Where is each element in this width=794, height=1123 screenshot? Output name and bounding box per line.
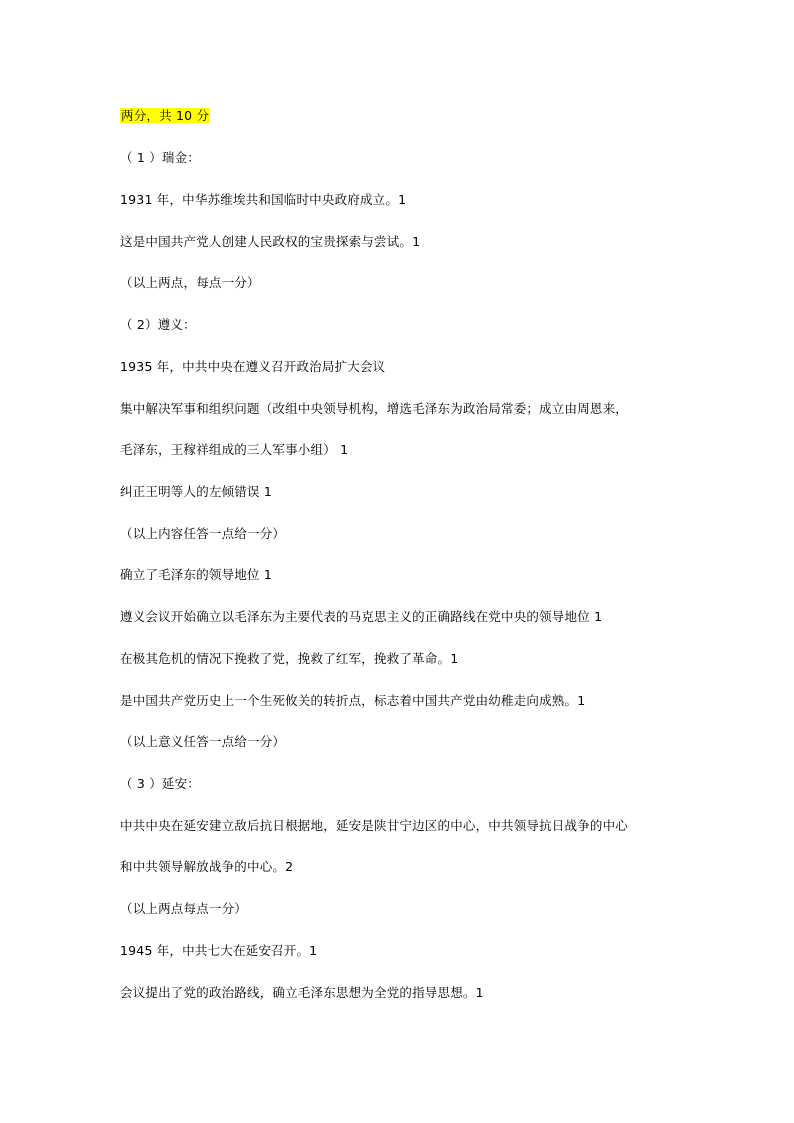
line-zunyi-significance-1: 确立了毛泽东的领导地位 1 <box>120 567 273 582</box>
line-ruijin-point-1: 1931 年，中华苏维埃共和国临时中央政府成立。1 <box>120 192 407 207</box>
line-zunyi-title: （ 2）遵义： <box>120 317 196 332</box>
line-yanan-title: （ 3 ）延安： <box>120 776 200 791</box>
line-ruijin-point-2: 这是中国共产党人创建人民政权的宝贵探索与尝试。1 <box>120 234 421 249</box>
line-yanan-score-note: （以上两点每点一分） <box>120 901 248 916</box>
line-yanan-point-1a: 中共中央在延安建立敌后抗日根据地，延安是陕甘宁边区的中心，中共领导抗日战争的中心 <box>120 818 629 833</box>
line-zunyi-score-note-2: （以上意义任答一点给一分） <box>120 734 286 749</box>
line-zunyi-significance-4: 是中国共产党历史上一个生死攸关的转折点，标志着中国共产党由幼稚走向成熟。1 <box>120 693 586 708</box>
line-zunyi-point-2b: 毛泽东，王稼祥组成的三人军事小组） 1 <box>120 442 349 457</box>
heading <box>120 107 210 125</box>
line-yanan-point-2: 1945 年，中共七大在延安召开。1 <box>120 943 318 958</box>
line-zunyi-point-1: 1935 年，中共中央在遵义召开政治局扩大会议 <box>120 359 386 374</box>
line-zunyi-significance-3: 在极其危机的情况下挽救了党，挽救了红军，挽救了革命。1 <box>120 651 459 666</box>
line-zunyi-point-3: 纠正王明等人的左倾错误 1 <box>120 484 273 499</box>
line-zunyi-point-2a: 集中解决军事和组织问题（改组中央领导机构，增选毛泽东为政治局常委；成立由周恩来， <box>120 401 629 416</box>
highlighted-heading: 两分，共 10 分 <box>121 108 210 123</box>
line-yanan-point-3: 会议提出了党的政治路线，确立毛泽东思想为全党的指导思想。1 <box>120 985 484 1000</box>
line-ruijin-score-note: （以上两点，每点一分） <box>120 275 260 290</box>
line-zunyi-score-note-1: （以上内容任答一点给一分） <box>120 526 286 541</box>
line-yanan-point-1b: 和中共领导解放战争的中心。2 <box>120 859 294 874</box>
line-zunyi-significance-2: 遵义会议开始确立以毛泽东为主要代表的马克思主义的正确路线在党中央的领导地位 1 <box>120 609 603 624</box>
line-ruijin-title: （ 1 ）瑞金： <box>120 150 200 165</box>
